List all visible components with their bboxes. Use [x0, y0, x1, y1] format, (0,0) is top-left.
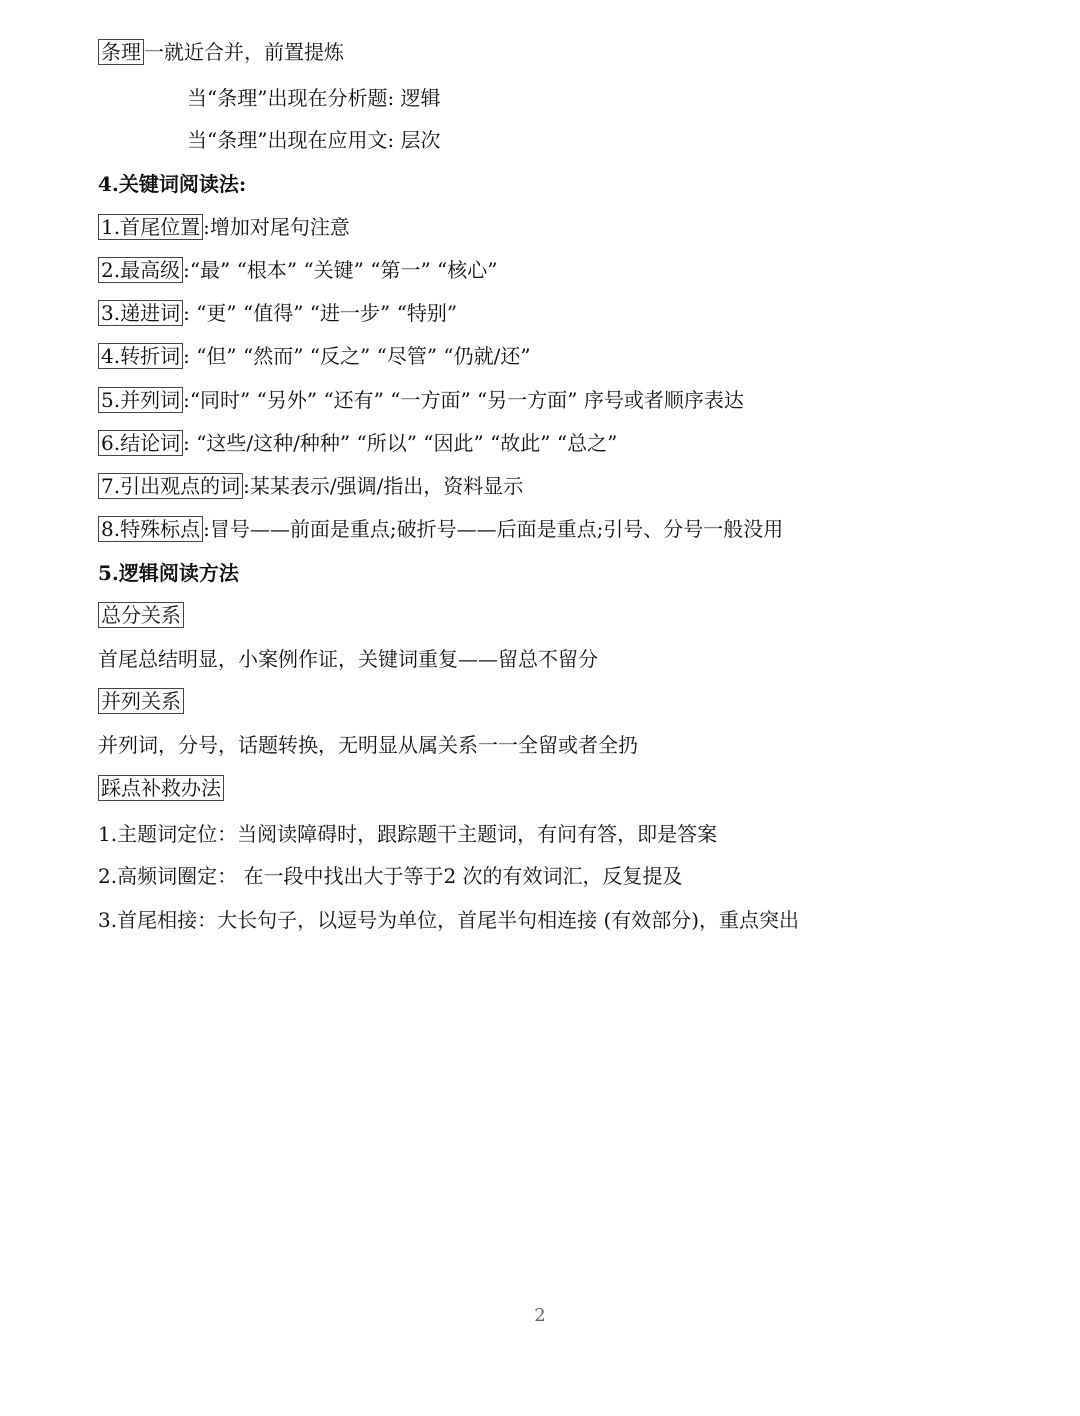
keyword-item	[98, 343, 531, 369]
keyword-item	[98, 387, 744, 413]
page-number: 2	[534, 1305, 546, 1326]
section4-heading: 4.关键词阅读法:	[98, 172, 247, 196]
keyword-item	[98, 257, 498, 283]
general-relation-desc: 首尾总结明显，小案例作证，关键词重复——留总不留分	[98, 647, 598, 671]
keyword-item	[98, 214, 350, 240]
tiaoli-practical: 当“条理”出现在应用文: 层次	[187, 128, 441, 152]
remedy-item: 1.主题词定位：当阅读障碍时，跟踪题干主题词，有问有答，即是答案	[98, 822, 718, 846]
keyword-desc: :某某表示/强调/指出，资料显示	[243, 474, 524, 498]
keyword-term-box: 2.最高级	[98, 257, 183, 283]
parallel-relation-term	[98, 688, 184, 714]
remedy-item: 3.首尾相接：大长句子，以逗号为单位，首尾半句相连接 (有效部分)，重点突出	[98, 908, 800, 932]
keyword-desc: :“同时” “另外” “还有” “一方面” “另一方面” 序号或者顺序表达	[183, 388, 744, 412]
keyword-term-box: 3.递进词	[98, 300, 183, 326]
tiaoli-term-box: 条理	[98, 39, 144, 65]
tiaoli-analysis: 当“条理”出现在分析题: 逻辑	[187, 86, 441, 110]
remedy-box: 踩点补救办法	[98, 775, 224, 801]
keyword-term-box: 4.转折词	[98, 343, 183, 369]
keyword-desc: :“最” “根本” “关键” “第一” “核心”	[183, 258, 498, 282]
keyword-term-box: 6.结论词	[98, 430, 183, 456]
general-relation-term	[98, 602, 184, 628]
keyword-desc: : “更” “值得” “进一步” “特别”	[183, 301, 458, 325]
keyword-item	[98, 430, 617, 456]
keyword-term-box: 8.特殊标点	[98, 516, 203, 542]
keyword-desc: :冒号——前面是重点;破折号——后面是重点;引号、分号一般没用	[203, 517, 784, 541]
keyword-term-box: 7.引出观点的词	[98, 473, 243, 499]
tiaoli-desc: 一就近合并，前置提炼	[144, 40, 344, 64]
parallel-relation-desc: 并列词，分号，话题转换，无明显从属关系一一全留或者全扔	[98, 733, 638, 757]
keyword-desc: : “这些/这种/种种” “所以” “因此” “故此” “总之”	[183, 431, 618, 455]
remedy-term	[98, 775, 224, 801]
parallel-relation-box: 并列关系	[98, 688, 184, 714]
keyword-term-box: 5.并列词	[98, 387, 183, 413]
keyword-term-box: 1.首尾位置	[98, 214, 203, 240]
keyword-desc: :增加对尾句注意	[203, 215, 350, 239]
keyword-item	[98, 473, 523, 499]
general-relation-box: 总分关系	[98, 602, 184, 628]
keyword-desc: : “但” “然而” “反之” “尽管” “仍就/还”	[183, 344, 531, 368]
section5-heading: 5.逻辑阅读方法	[98, 561, 239, 585]
keyword-item	[98, 516, 783, 542]
tiaoli-line	[98, 39, 344, 65]
keyword-item	[98, 300, 457, 326]
remedy-item: 2.高频词圈定： 在一段中找出大于等于2 次的有效词汇，反复提及	[98, 864, 683, 888]
